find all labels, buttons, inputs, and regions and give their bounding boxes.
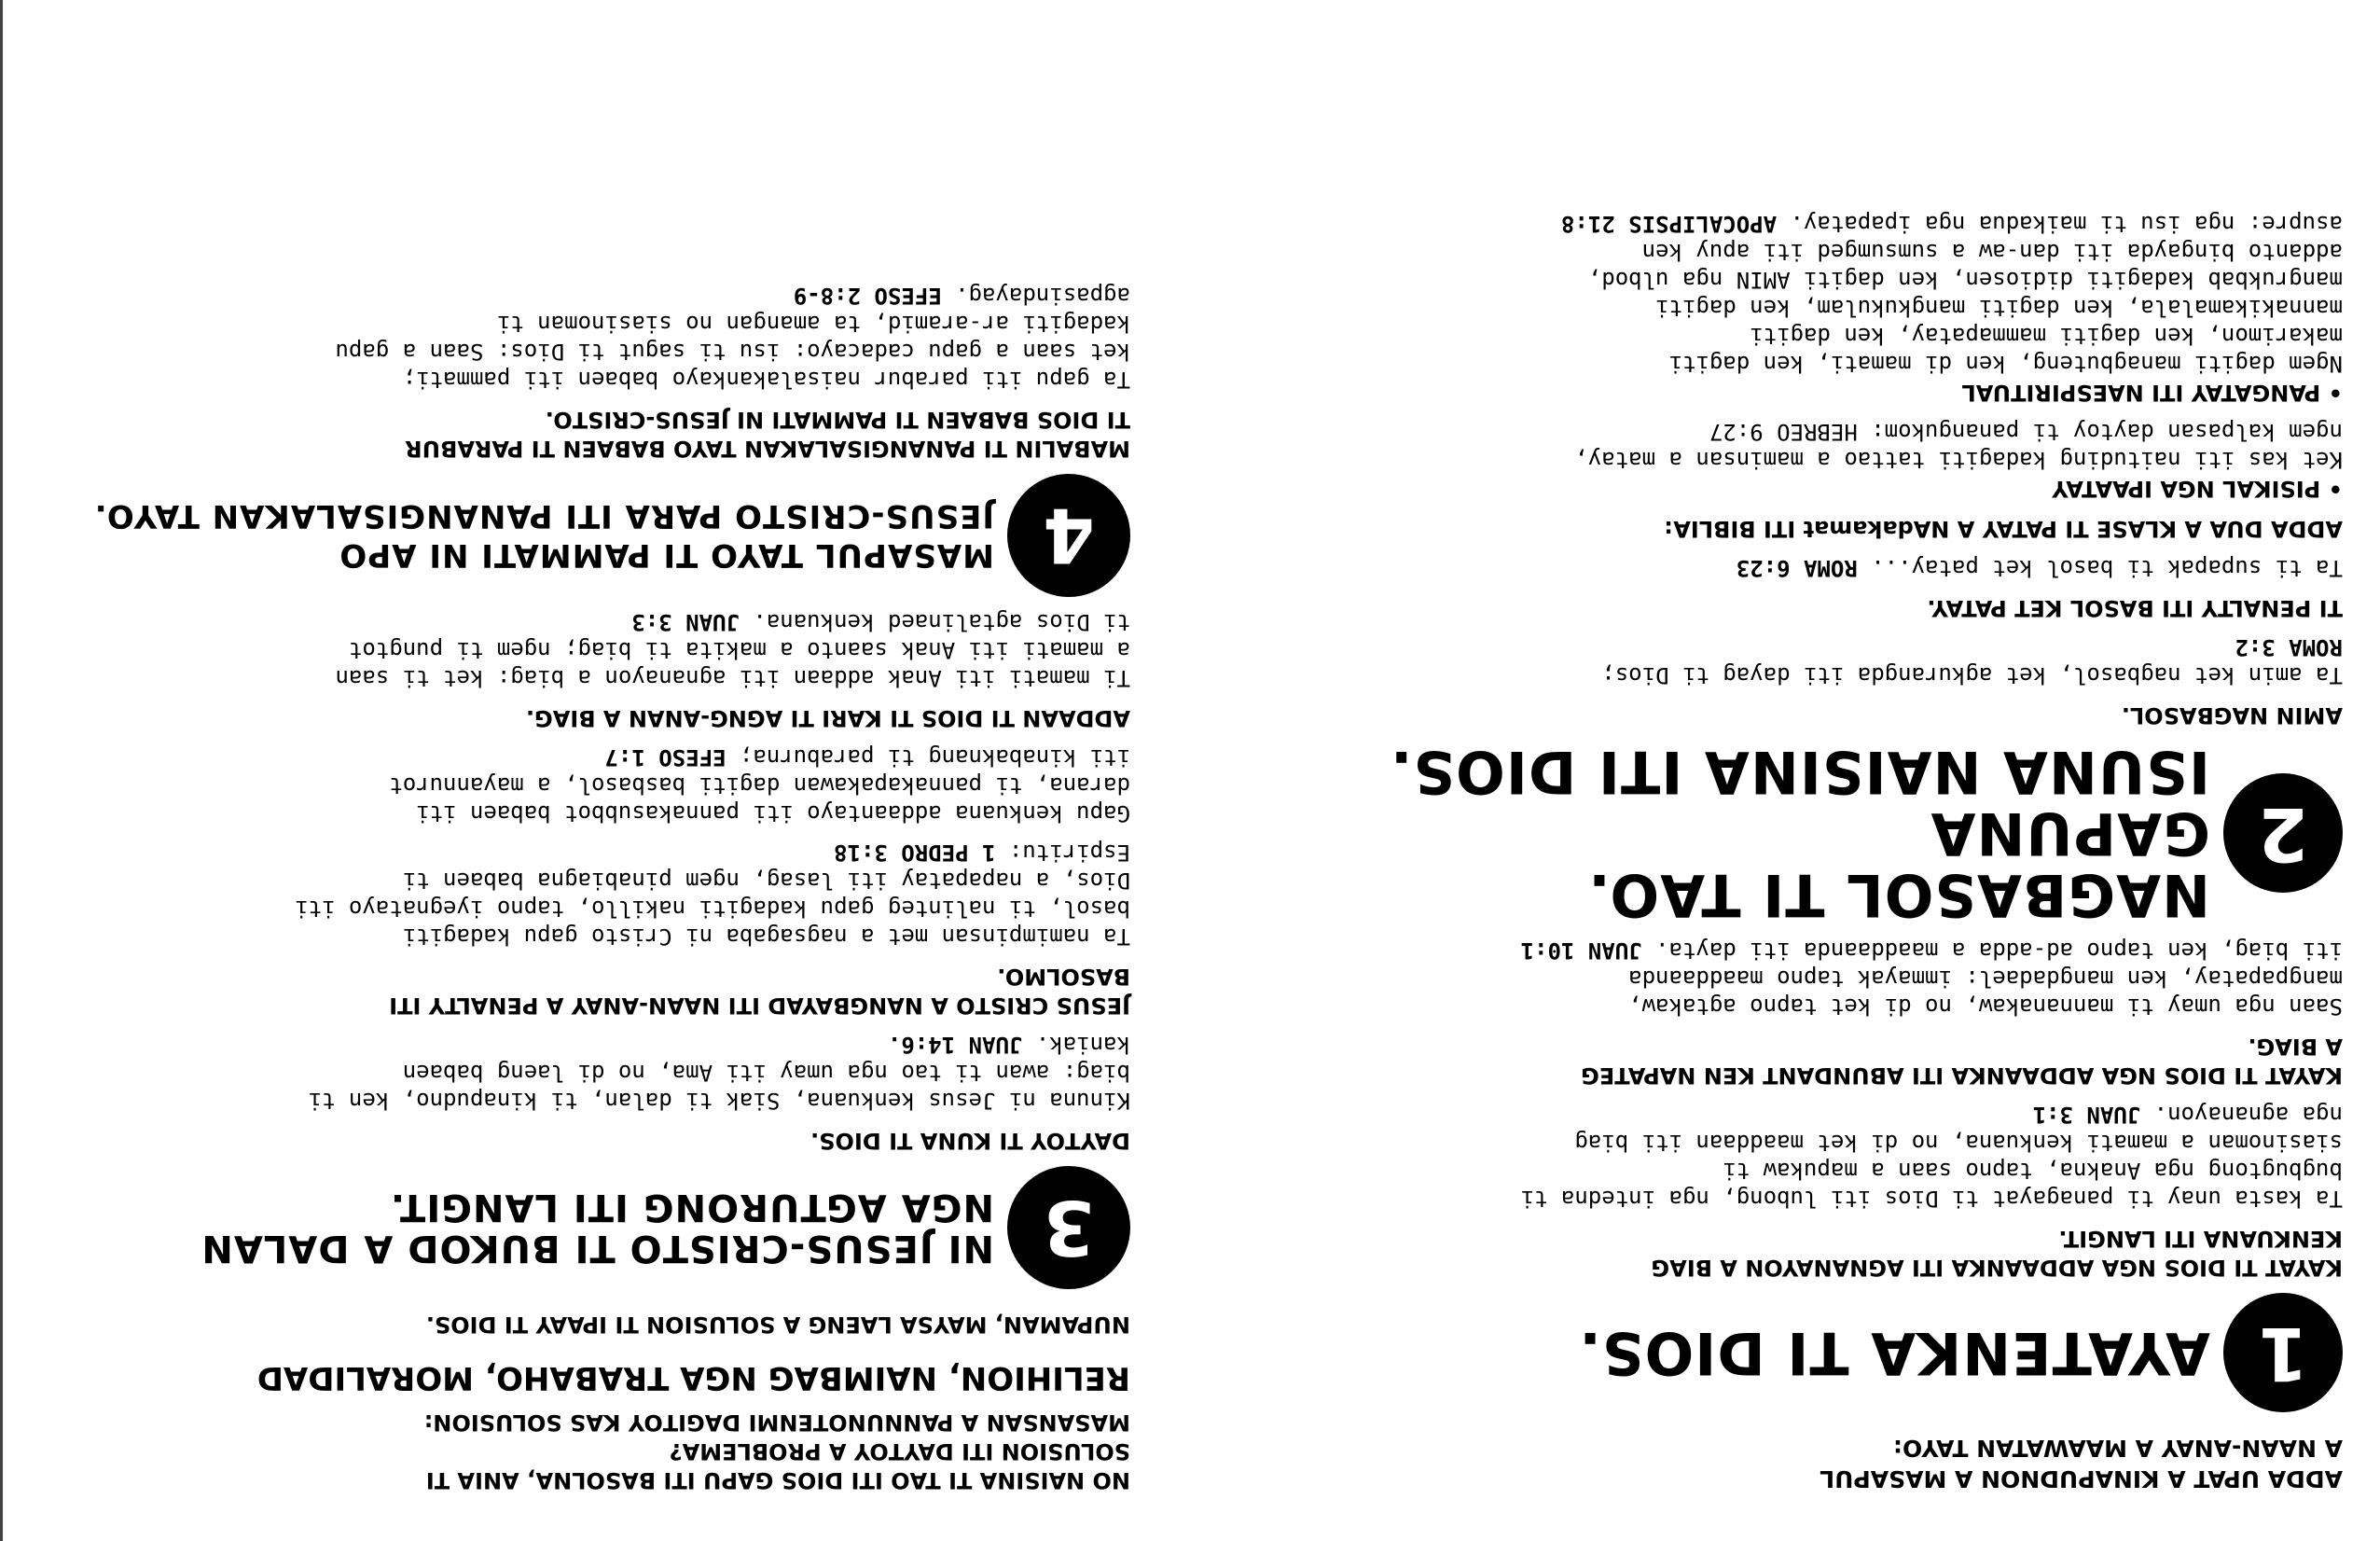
verse-reference: EFESO 2:8-9	[793, 283, 942, 309]
verse-reference: JUAN 3:1	[2032, 1102, 2141, 1128]
verse-text: Gapu kenkuana addaantayo iti pannakasubbot babaen iti darana, ti pannakapakawan dagiti basbasol, a mayannurot iti kinabaknang ti paraburna;	[389, 744, 1130, 826]
section-3-header	[67, 1166, 1130, 1289]
section-2-verse-1	[1294, 633, 2343, 689]
section-3-heading-paid-penalty: JESUS CRISTO A NANGBAYAD ITI NAAN-ANAY A PENALTY ITI BASOLMO.	[389, 964, 1130, 1019]
verse-reference: JUAN 14:6.	[887, 1032, 1023, 1058]
section-1-heading: KAYAT TI DIOS NGA ADDAANKA ITI AGNANAYON A BIAG KENKUANA ITI LANGIT.	[1651, 1226, 2343, 1281]
section-3-verse-2	[67, 839, 1130, 951]
verse-reference: EFESO 1:7	[604, 744, 726, 770]
section-3-title: NI JESUS-CRISTO TI BUKOD A DALAN NGA AGTURONG ITI LANGIT.	[201, 1186, 994, 1270]
intro-text: ADDA UPAT A KINAPUDNON A MASAPUL A NAAN-ANAY A MAAWATAN TAYO:	[1820, 1435, 2343, 1492]
verse-text: Ta ti supapak ti basol ket patay...	[1857, 555, 2343, 581]
bullet-spiritual-death-verse	[1294, 210, 2343, 378]
section-1-body	[1294, 937, 2343, 1282]
section-3-heading-promise: ADDAAN TI DIOS TI KARI TI AGNG-ANAN A BIAG.	[525, 705, 1130, 731]
section-2-verse-2	[1294, 554, 2343, 582]
verse-text: Ti mamati iti Anak addaan iti agnanayon a biag: ket ti saan a mamati iti Anak saanto a makita ti biag; ngem ti pungtot ti Dios agtalinaed kenkuana.	[335, 609, 1130, 691]
section-4-body	[67, 282, 1130, 463]
verse-text: Ta gapu iti parabur naisalakankayo babaen iti pammati; ket saan a gapu cadacayo: isu ti sagut ti Dios: Saan a gapu kadagiti ar-aramid, ta amangan no siasinoman ti agpasindayag.	[335, 283, 1130, 393]
bullet-physical-death: • PISIKAL NGA IPAATAY	[2052, 476, 2343, 502]
verse-reference: JUAN 3:3	[631, 609, 740, 635]
section-4-header	[67, 474, 1130, 597]
verse-reference: ROMA 6:23	[1736, 555, 1858, 581]
section-4-title: MASAPUL TAYO TI PAMMATI NI APO JESUS-CRISTO PARA ITI PANANGISALAKAN TAYO.	[93, 497, 994, 574]
section-number-badge: 1	[2223, 1293, 2343, 1412]
section-2-header	[1294, 738, 2343, 929]
verse-text: Ta amin ket nagbasol, ket agkurangda iti dayag ti Dios;	[1601, 662, 2343, 688]
one-solution-text: NUPAMAN, MAYSA LAENG A SOLUSION TI IPAAY TI DIOS.	[425, 1312, 1130, 1338]
verse-text: Ngem dagiti managbuteng, ken di mamati, ken dagiti makarimon, ken dagiti mammapatay, ken dagiti mannakikamalala, ken dagiti mangkukulam, ken dagiti mangrukbab kadagiti didiosen, ken dagiti AMIN nga ulbod, addanto bingayda iti dan-aw a sumsumged iti apuy ken asupre: nga isu ti maikadua nga ipapatay.	[1587, 211, 2343, 377]
section-1-title: AYATENKA TI DIOS.	[1578, 1319, 2210, 1387]
section-4-verse-1	[67, 282, 1130, 394]
verse-text: Saan nga umay ti mannanakaw, no di ket tapno agtakaw, mangpapatay, ken mangdadael: immayak tapno maaddaanda iti biag, ken tapno ad-adda a maaddaanda iti dayta.	[1628, 937, 2343, 1020]
section-number-badge: 3	[1007, 1166, 1130, 1289]
problem-intro: NO NAISINA TI TAO ITI DIOS GAPU ITI BASOLNA, ANIA TI SOLUSION ITI DAYTOY A PROBLEMA? MASANSAN A PANNUNOTENMI DAGITOY KAS SOLUSION:	[423, 1409, 1130, 1493]
verse-reference: JUAN 10:1	[1520, 937, 1642, 964]
common-solutions-list: RELIHION, NAIMBAG NGA TRABAHO, MORALIDAD	[256, 1359, 1130, 1396]
section-3-heading-gods-word: DAYTOY TI KUNA TI DIOS.	[810, 1128, 1130, 1154]
abundant-life-verse	[1294, 937, 2343, 1020]
page-edge-line	[0, 0, 3, 1541]
section-3-verse-3	[67, 743, 1130, 827]
column-right	[67, 271, 1130, 1511]
section-2-heading-penalty: TI PENALTY ITI BASOL KET PATAY.	[1927, 595, 2343, 621]
section-3-verse-1	[67, 1031, 1130, 1115]
verse-text: Ta kasta unay ti panagayat ti Dios iti lubong, nga intedna ti bugbugtong nga Anakna, tapno saan a mapukaw ti siasinoman a mamati kenkuana, no di ket maaddaan iti biag nga agnanayon.	[1520, 1102, 2343, 1212]
section-2-heading-all-sinned: AMIN NAGBASOL.	[2121, 702, 2343, 729]
verse-reference: 1 PEDRO 3:18	[834, 840, 996, 866]
section-number-badge: 2	[2223, 773, 2343, 893]
verse-reference: APOCALIPSIS 21:8	[1560, 211, 1778, 237]
section-2-title: NAGBASOL TI TAO. GAPUNA ISUNA NAISINA ITI DIOS.	[1389, 738, 2210, 929]
bullet-physical-death-text: Ket kas iti naituding kadagiti tattao a maminsan a matay, ngem kalpasan daytoy ti panangukom: HEBREO 9:27	[1574, 419, 2343, 473]
column-left	[1294, 199, 2343, 1511]
section-4-heading-grace: MABALIN TI PANANGISALAKAN TAYO BABAEN TI PARABUR TI DIOS BABAEN TI PAMMATI NI JESUS-CRISTO.	[405, 407, 1130, 462]
verse-text: Ta namimpinsan met a nagsagaba ni Cristo gapu kadagiti basol, ti nalinteg gapu kadagiti nakillo, tapno iyegnatayo iti Dios, a napapatay iti lasag, ngem pinabiagna babaen ti Espiritu:	[295, 840, 1130, 950]
verse-text: Kinuna ni Jesus kenkuana, Siak ti dalan, ti kinapudno, ken ti biag: awan ti tao nga umay iti Ama, no di laeng babaen kaniak.	[308, 1032, 1130, 1114]
section-number-badge: 4	[1007, 474, 1130, 597]
bullet-spiritual-death: • PANGATAY ITI NAESPIRITUAL	[1961, 380, 2343, 406]
section-2-heading-two-deaths: ADDA DUA A KLASE TI PATAY A NAdakamat ITI BIBLIA:	[1664, 516, 2343, 542]
section-3-body	[67, 608, 1130, 1155]
section-2-body	[1294, 210, 2343, 729]
section-1-verse	[1294, 1101, 2343, 1213]
abundant-life-heading: KAYAT TI DIOS NGA ADDAANKA ITI ABUNDANT KEN NAPATEG A BIAG.	[1581, 1034, 2343, 1089]
verse-reference: ROMA 3:2	[2235, 634, 2343, 660]
section-3-verse-4	[67, 608, 1130, 692]
section-1-header	[1294, 1293, 2343, 1412]
